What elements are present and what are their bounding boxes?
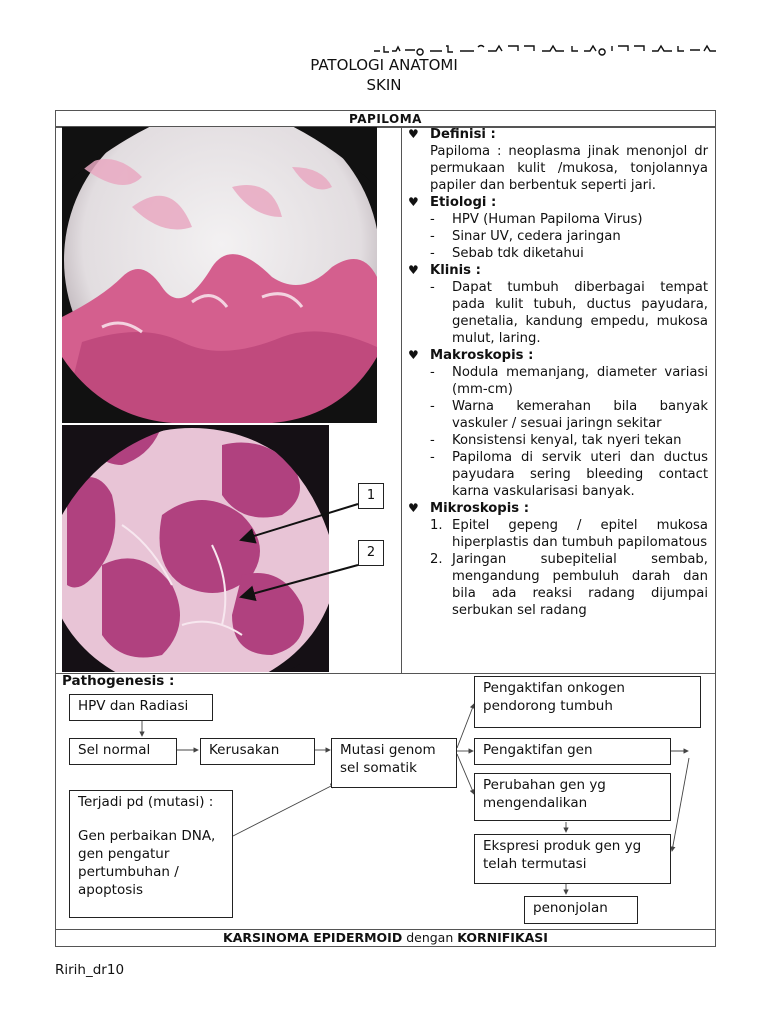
footer-middle: dengan	[406, 930, 454, 945]
node-mutasi-genom: Mutasi genom sel somatik	[331, 738, 457, 788]
node-terjadi-mutasi	[69, 790, 233, 918]
footer-bold-left: KARSINOMA EPIDERMOID	[223, 930, 403, 945]
list-item: 1. Epitel gepeng / epitel mukosa hiperplastis dan tumbuh papilomatous	[430, 518, 708, 550]
list-item: - Papiloma di servik uteri dan ductus payudara sering bleeding contact karna vaskularisasi banyak.	[430, 450, 708, 499]
page-title: PATOLOGI ANATOMI	[310, 56, 458, 74]
heart-bullet-icon: ♥	[408, 195, 419, 209]
node-sel-normal: Sel normal	[69, 738, 177, 765]
list-item: - Konsistensi kenyal, tak nyeri tekan	[430, 433, 682, 448]
definisi-heading: Definisi :	[430, 127, 496, 142]
page-subtitle: SKIN	[366, 76, 402, 94]
node-penonjolan: penonjolan	[524, 896, 638, 924]
definisi-text: Papiloma : neoplasma jinak menonjol dr permukaan kulit /mukosa, tonjolannya papiler dan berbentuk seperti jari.	[430, 144, 708, 193]
author-label: Ririh_dr10	[55, 962, 125, 978]
list-item: - HPV (Human Papiloma Virus)	[430, 212, 643, 227]
terjadi-title: Terjadi pd (mutasi) :	[78, 794, 214, 810]
terjadi-body: Gen perbaikan DNA, gen pengatur pertumbuhan / apoptosis	[78, 828, 216, 898]
makroskopis-heading: Makroskopis :	[430, 348, 534, 363]
label-one: 1	[358, 483, 384, 509]
heart-bullet-icon: ♥	[408, 348, 419, 362]
node-hpv-radiasi: HPV dan Radiasi	[69, 694, 213, 721]
node-pengaktifan-onkogen: Pengaktifan onkogen pendorong tumbuh	[474, 676, 701, 728]
section-title: PAPILOMA	[55, 110, 716, 128]
list-item: - Nodula memanjang, diameter variasi (mm-cm)	[430, 365, 708, 397]
footer-bold-right: KORNIFIKASI	[457, 930, 548, 945]
heart-bullet-icon: ♥	[408, 501, 419, 515]
etiologi-heading: Etiologi :	[430, 195, 497, 210]
list-item: - Dapat tumbuh diberbagai tempat pada kulit tubuh, ductus payudara, genetalia, kandung empedu, mukosa mulut, laring.	[430, 280, 708, 346]
list-item: - Warna kemerahan bila banyak vaskuler / sesuai jaringn sekitar	[430, 399, 708, 431]
footer-title	[55, 929, 716, 947]
node-pengaktifan-gen: Pengaktifan gen	[474, 738, 671, 765]
list-item: - Sebab tdk diketahui	[430, 246, 584, 261]
node-kerusakan: Kerusakan	[200, 738, 315, 765]
mikroskopis-heading: Mikroskopis :	[430, 501, 529, 516]
list-item: 2. Jaringan subepitelial sembab, mengandung pembuluh darah dan bila ada reaksi radang dijumpai serbukan sel radang	[430, 552, 708, 618]
klinis-heading: Klinis :	[430, 263, 481, 278]
heart-bullet-icon: ♥	[408, 127, 419, 141]
list-item: - Sinar UV, cedera jaringan	[430, 229, 621, 244]
node-perubahan-gen: Perubahan gen yg mengendalikan	[474, 773, 671, 821]
pathogenesis-heading: Pathogenesis :	[62, 673, 175, 689]
label-two: 2	[358, 540, 384, 566]
heart-bullet-icon: ♥	[408, 263, 419, 277]
node-ekspresi-produk: Ekspresi produk gen yg telah termutasi	[474, 834, 671, 884]
